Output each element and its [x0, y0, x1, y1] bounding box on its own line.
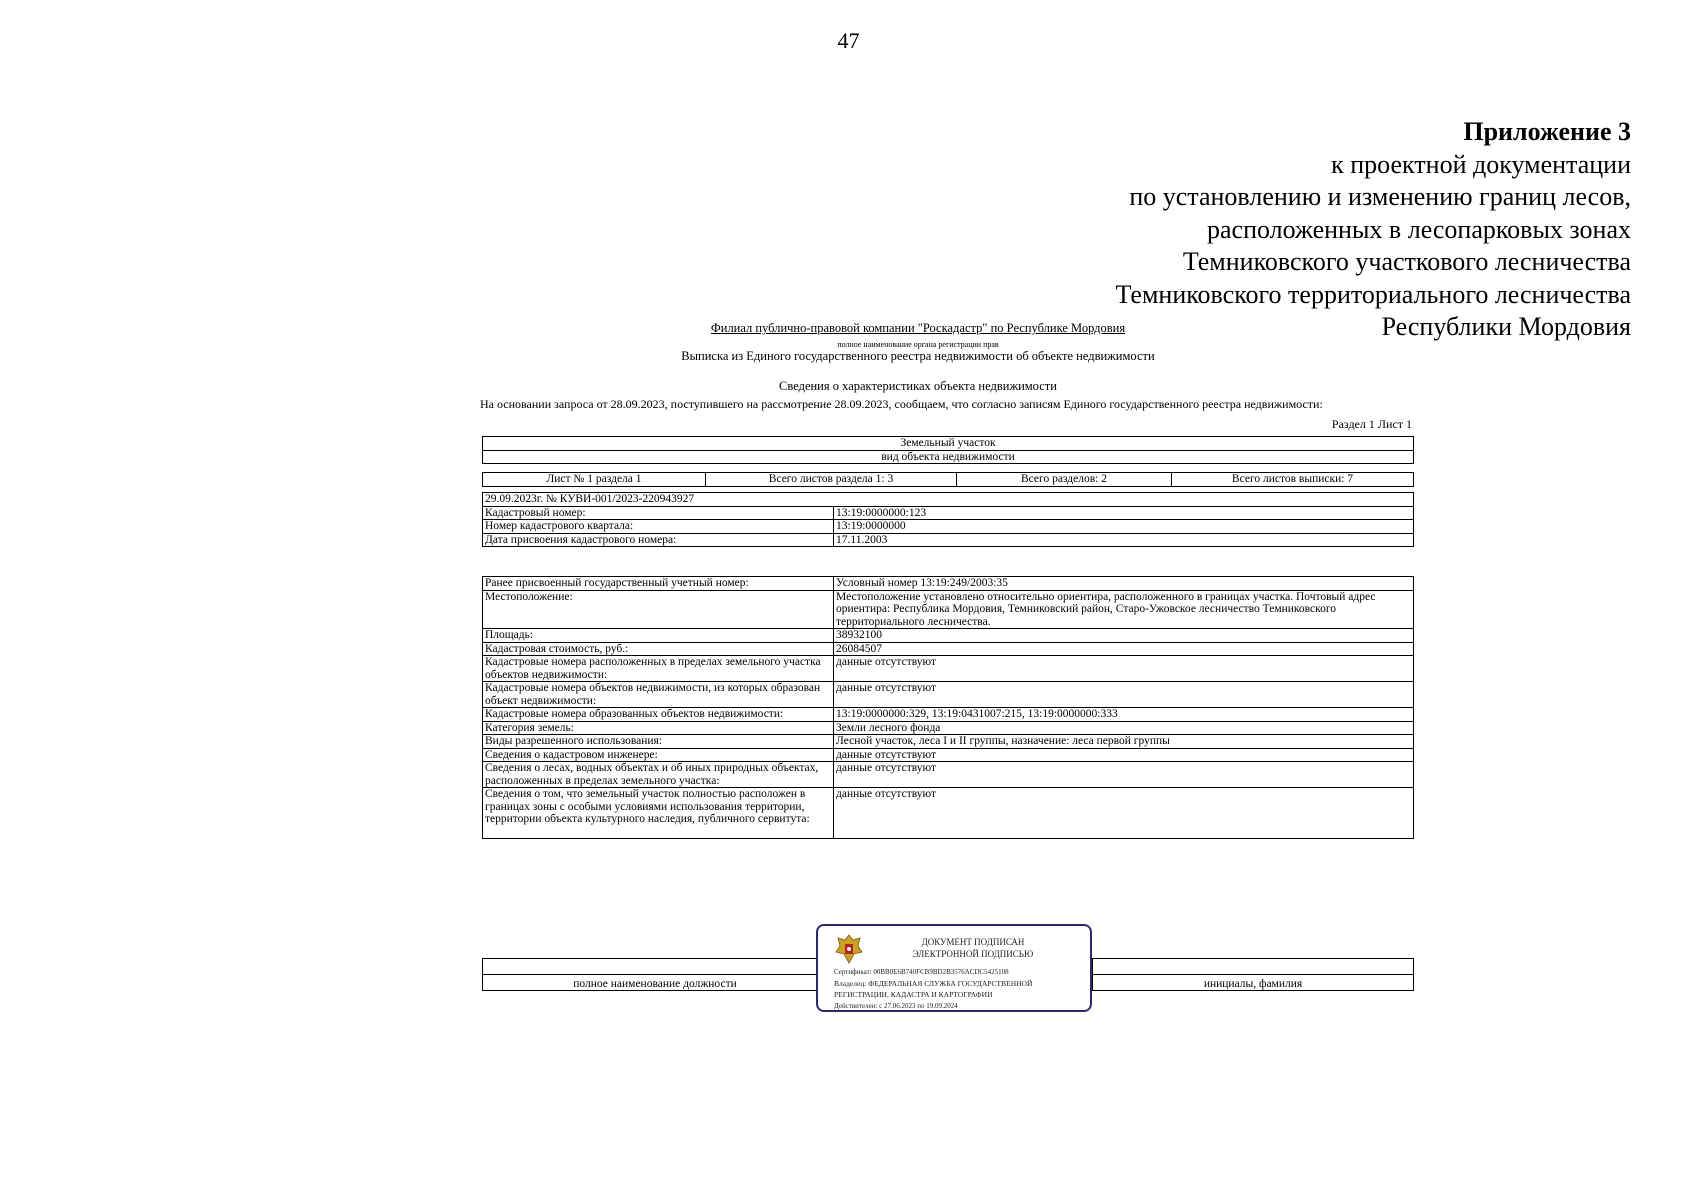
row-label: Кадастровые номера расположенных в пределах земельного участка объектов недвижимости:: [483, 656, 834, 682]
org-name: Филиал публично-правовой компании "Роскадастр" по Республике Мордовия: [710, 321, 1126, 335]
signature-blank: [1093, 959, 1414, 975]
object-type-table: [482, 436, 1414, 464]
object-type: Земельный участок: [483, 437, 1414, 451]
row-value: Земли лесного фонда: [834, 721, 1414, 735]
org-caption: полное наименование органа регистрации прав: [837, 340, 999, 349]
row-label: Сведения о том, что земельный участок полностью расположен в границах зоны с особыми условиями использования территории, территории объекта культурного наследия, публичного сервитута:: [483, 788, 834, 839]
appendix-line: к проектной документации: [1331, 149, 1631, 179]
row-label: Дата присвоения кадастрового номера:: [483, 533, 834, 547]
row-value: 17.11.2003: [834, 533, 1414, 547]
row-label: Категория земель:: [483, 721, 834, 735]
row-label: Местоположение:: [483, 590, 834, 629]
row-label: Кадастровый номер:: [483, 506, 834, 520]
row-label: Сведения о кадастровом инженере:: [483, 748, 834, 762]
row-value: Лесной участок, леса I и II группы, назначение: леса первой группы: [834, 735, 1414, 749]
row-value: 13:19:0000000:123: [834, 506, 1414, 520]
stamp-certificate: Сертификат: 00BB0E6B740FCB9BD2B3576ACDC5425108: [834, 968, 1009, 976]
row-value: 38932100: [834, 629, 1414, 643]
row-label: Номер кадастрового квартала:: [483, 520, 834, 534]
appendix-line: Темниковского территориального лесничества: [1115, 279, 1631, 309]
characteristics-table: [482, 576, 1414, 839]
extract-title: Выписка из Единого государственного реестра недвижимости об объекте недвижимости: [681, 349, 1155, 363]
row-label: Ранее присвоенный государственный учетный номер:: [483, 577, 834, 591]
row-value: 13:19:0000000: [834, 520, 1414, 534]
signature-blank: [483, 959, 828, 975]
object-type-caption: вид объекта недвижимости: [483, 450, 1414, 464]
row-label: Площадь:: [483, 629, 834, 643]
row-value: данные отсутствуют: [834, 762, 1414, 788]
sheet-info-cell: Всего листов выписки: 7: [1172, 473, 1414, 487]
row-value: 26084507: [834, 642, 1414, 656]
row-value: Местоположение установлено относительно ориентира, расположенного в границах участка. Почтовый адрес ориентира: Республика Мордовия, Темниковский район, Старо-Ужовское лесничество Темниковского территориального лесничества.: [834, 590, 1414, 629]
sheet-info-cell: Всего разделов: 2: [957, 473, 1172, 487]
row-value: данные отсутствуют: [834, 788, 1414, 839]
doc-reference: 29.09.2023г. № КУВИ-001/2023-220943927: [483, 493, 1414, 507]
row-label: Кадастровые номера образованных объектов недвижимости:: [483, 708, 834, 722]
row-label: Виды разрешенного использования:: [483, 735, 834, 749]
row-value: данные отсутствуют: [834, 682, 1414, 708]
stamp-title: [878, 936, 1068, 960]
appendix-line: расположенных в лесопарковых зонах: [1207, 214, 1631, 244]
row-label: Кадастровые номера объектов недвижимости, из которых образован объект недвижимости:: [483, 682, 834, 708]
stamp-owner: Владелец: ФЕДЕРАЛЬНАЯ СЛУЖБА ГОСУДАРСТВЕННОЙ РЕГИСТРАЦИИ, КАДАСТРА И КАРТОГРАФИИ: [834, 979, 1033, 999]
stamp-validity: Действителен: с 27.06.2023 по 19.09.2024: [834, 1002, 958, 1010]
basis-text: На основании запроса от 28.09.2023, поступившего на рассмотрение 28.09.2023, сообщаем, что согласно записям Единого государственного реестра недвижимости:: [480, 397, 1323, 411]
stamp-title-line: ДОКУМЕНТ ПОДПИСАН: [921, 937, 1025, 947]
appendix-line: Темниковского участкового лесничества: [1182, 247, 1631, 276]
sheet-info-table: [482, 472, 1414, 487]
row-label: Сведения о лесах, водных объектах и об иных природных объектах, расположенных в пределах земельного участка:: [483, 762, 834, 788]
row-value: данные отсутствуют: [834, 748, 1414, 762]
sheet-info-cell: Всего листов раздела 1: 3: [706, 473, 957, 487]
position-caption: полное наименование должности: [483, 975, 828, 991]
emblem-icon: [834, 932, 864, 966]
appendix-title: Приложение 3: [1463, 117, 1631, 146]
sheet-info-cell: Лист № 1 раздела 1: [483, 473, 706, 487]
row-label: Кадастровая стоимость, руб.:: [483, 642, 834, 656]
section-sheet-label: Раздел 1 Лист 1: [1331, 417, 1412, 431]
appendix-line: по установлению и изменению границ лесов,: [1129, 182, 1631, 211]
initials-caption: инициалы, фамилия: [1093, 975, 1414, 991]
row-value: Условный номер 13:19:249/2003:35: [834, 577, 1414, 591]
row-value: данные отсутствуют: [834, 656, 1414, 682]
appendix-line: Республики Мордовия: [1381, 312, 1631, 341]
row-value: 13:19:0000000:329, 13:19:0431007:215, 13:19:0000000:333: [834, 708, 1414, 722]
electronic-signature-stamp: [816, 924, 1092, 1012]
page-number: 47: [837, 28, 860, 53]
appendix-header: [911, 116, 1631, 344]
stamp-title-line: ЭЛЕКТРОННОЙ ПОДПИСЬЮ: [912, 949, 1034, 959]
cadastral-basic-table: [482, 492, 1414, 547]
info-title: Сведения о характеристиках объекта недвижимости: [779, 379, 1057, 393]
